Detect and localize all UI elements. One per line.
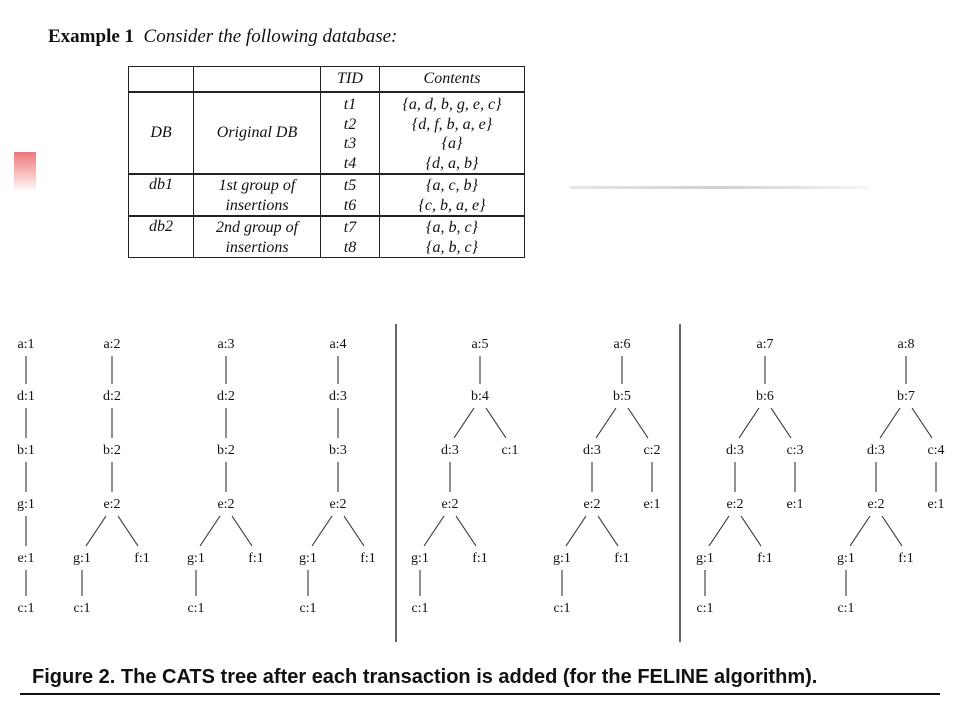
group-name-cell (129, 92, 194, 174)
header-cell-tid: TID (321, 67, 380, 93)
table-header-row (129, 67, 525, 93)
contents-value: {a} (441, 135, 463, 152)
contents-cell (380, 216, 525, 258)
tree-node: e:1 (17, 551, 35, 566)
group-desc-cell (194, 92, 321, 174)
tree-node: e:2 (441, 497, 459, 512)
tree-edge (850, 516, 870, 546)
contents-value: {d, a, b} (425, 154, 479, 172)
tid-value: t1 (343, 96, 357, 113)
example-text: Consider the following database: (143, 26, 398, 47)
tid-cell (321, 216, 380, 258)
tree-node: g:1 (187, 551, 205, 566)
tree-node: g:1 (411, 551, 429, 566)
tid-value: t6 (343, 196, 357, 214)
tree-edge (596, 408, 616, 438)
tree-node: c:1 (501, 443, 519, 458)
decorative-accent-bar (14, 152, 36, 192)
table-row-db (129, 92, 525, 174)
tree-edge (882, 516, 902, 546)
figure-caption: Figure 2. The CATS tree after each transaction is added (for the FELINE algorithm). (32, 666, 818, 688)
group-name-cell (129, 216, 194, 258)
tree-node: d:2 (103, 389, 121, 404)
group-name: db2 (149, 218, 173, 235)
tree-node: a:5 (471, 337, 489, 352)
contents-value: {c, b, a, e} (418, 196, 486, 214)
tree-node: e:1 (786, 497, 804, 512)
group-name: DB (150, 124, 172, 141)
tree-node: e:1 (927, 497, 945, 512)
tree-edge (232, 516, 252, 546)
tree-node: b:1 (17, 443, 35, 458)
tree-node: c:1 (17, 601, 35, 616)
tree-node: b:7 (897, 389, 915, 404)
tree-edge (741, 516, 761, 546)
tree-node: f:1 (134, 551, 150, 566)
tree-node: b:5 (613, 389, 631, 404)
tree-edge (200, 516, 220, 546)
tree-edge (486, 408, 506, 438)
tree-node: d:3 (726, 443, 744, 458)
tree-node: a:8 (897, 337, 915, 352)
tid-cell (321, 92, 380, 174)
tree-node: e:2 (217, 497, 235, 512)
group-desc-line: insertions (225, 196, 289, 214)
tree-node: a:4 (329, 337, 347, 352)
tid-value: t7 (343, 219, 357, 236)
tree-node: b:4 (471, 389, 489, 404)
table-row-db2 (129, 216, 525, 258)
tree-node: b:6 (756, 389, 774, 404)
tree-node: c:1 (299, 601, 317, 616)
tree-edge (628, 408, 648, 438)
contents-cell (380, 92, 525, 174)
tree-node: c:4 (927, 443, 945, 458)
tree-node: d:2 (217, 389, 235, 404)
group-name: db1 (149, 176, 173, 193)
tree-node: c:2 (643, 443, 661, 458)
tid-cell (321, 174, 380, 216)
tree-node: a:3 (217, 337, 235, 352)
tree-node: g:1 (696, 551, 714, 566)
tree-node: a:6 (613, 337, 631, 352)
tree-node: c:1 (553, 601, 571, 616)
tid-value: t8 (343, 238, 357, 256)
tid-value: t2 (343, 115, 357, 133)
tree-edge (598, 516, 618, 546)
tree-node: d:3 (329, 389, 347, 404)
tree-node: a:1 (17, 337, 35, 352)
tree-node: a:2 (103, 337, 121, 352)
tree-node: c:1 (73, 601, 91, 616)
tree-edge (118, 516, 138, 546)
tree-node: d:1 (17, 389, 35, 404)
tree-node: e:2 (867, 497, 885, 512)
tree-node: f:1 (614, 551, 630, 566)
tree-node: g:1 (299, 551, 317, 566)
contents-value: {a, b, c} (426, 219, 478, 236)
tree-edge (456, 516, 476, 546)
contents-cell (380, 174, 525, 216)
tree-edge (424, 516, 444, 546)
cats-trees-svg (0, 320, 960, 650)
tree-node: f:1 (898, 551, 914, 566)
tree-node: d:3 (441, 443, 459, 458)
example-label: Example 1 (48, 26, 135, 47)
caption-underline (20, 693, 940, 695)
tree-edge (566, 516, 586, 546)
contents-value: {a, b, c} (426, 238, 478, 256)
group-desc-cell (194, 174, 321, 216)
tree-edge (912, 408, 932, 438)
tid-value: t3 (343, 135, 357, 152)
decorative-rule (570, 186, 870, 189)
tree-edge (771, 408, 791, 438)
group-name-cell (129, 174, 194, 216)
tree-node: c:1 (837, 601, 855, 616)
tree-node: g:1 (553, 551, 571, 566)
tree-node: a:7 (756, 337, 774, 352)
tree-node: c:3 (786, 443, 804, 458)
tree-node: d:3 (583, 443, 601, 458)
tree-node: c:1 (187, 601, 205, 616)
tree-edge (344, 516, 364, 546)
tree-node: g:1 (73, 551, 91, 566)
tree-node: b:2 (217, 443, 235, 458)
tree-node: b:3 (329, 443, 347, 458)
group-desc-line: insertions (225, 238, 289, 256)
tree-node: g:1 (17, 497, 35, 512)
header-cell-group (129, 67, 194, 93)
tid-value: t5 (343, 177, 357, 194)
tree-edge (880, 408, 900, 438)
tree-node: g:1 (837, 551, 855, 566)
tree-edge (739, 408, 759, 438)
tree-edge (86, 516, 106, 546)
tree-node: f:1 (360, 551, 376, 566)
tree-node: e:2 (726, 497, 744, 512)
example-heading (48, 26, 397, 48)
contents-value: {a, d, b, g, e, c} (402, 96, 502, 113)
group-desc-line: Original DB (216, 124, 298, 141)
tree-node: e:2 (103, 497, 121, 512)
tree-node: f:1 (472, 551, 488, 566)
contents-value: {a, c, b} (426, 177, 478, 194)
cats-trees-figure (0, 320, 960, 650)
tree-node: b:2 (103, 443, 121, 458)
tree-node: c:1 (411, 601, 429, 616)
tree-node: f:1 (757, 551, 773, 566)
contents-value: {d, f, b, a, e} (411, 115, 493, 133)
tree-edge (312, 516, 332, 546)
tree-edge (709, 516, 729, 546)
group-desc-line: 2nd group of (215, 219, 299, 236)
group-desc-cell (194, 216, 321, 258)
tree-node: e:1 (643, 497, 661, 512)
tree-node: e:2 (329, 497, 347, 512)
tree-node: d:3 (867, 443, 885, 458)
tid-value: t4 (343, 154, 357, 172)
tree-node: f:1 (248, 551, 264, 566)
tree-edge (454, 408, 474, 438)
tree-node: e:2 (583, 497, 601, 512)
tree-node: c:1 (696, 601, 714, 616)
header-cell-description (194, 67, 321, 93)
header-cell-contents: Contents (380, 67, 525, 93)
group-desc-line: 1st group of (218, 177, 296, 194)
table-row-db1 (129, 174, 525, 216)
database-table (128, 66, 525, 258)
